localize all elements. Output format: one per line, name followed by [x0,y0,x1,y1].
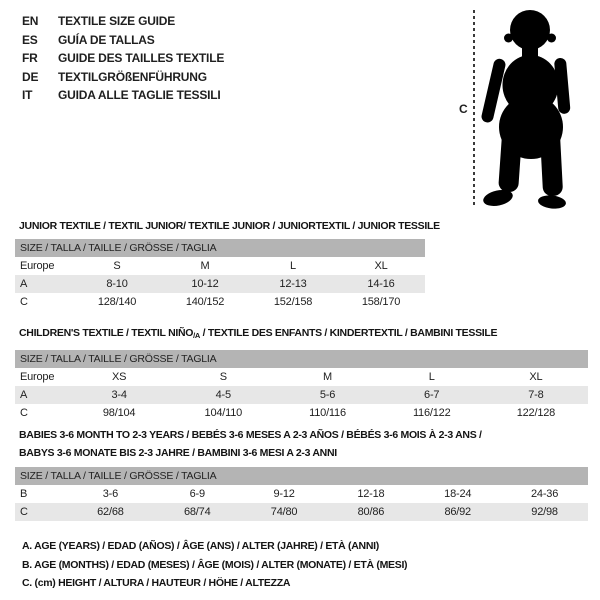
row-label: C [20,296,28,308]
children-title-subscript: /A [193,331,201,340]
cell-value: XL [529,371,543,383]
language-label: GUIDE DES TAILLES TEXTILE [58,51,225,66]
table-row [15,368,588,386]
cell-value: 116/122 [412,407,451,419]
row-label: B [20,488,28,500]
cell-value: 18-24 [444,488,472,500]
cell-value: 80/86 [357,506,385,518]
legend-line-a: A. AGE (YEARS) / EDAD (AÑOS) / ÂGE (ANS) / ALTER (JAHRE) / ETÀ (ANNI) [22,540,379,552]
language-code: IT [22,88,33,103]
table-row [15,257,425,275]
cell-value: 92/98 [531,506,558,518]
table-row [15,275,425,293]
language-list [22,12,224,105]
cell-value: 68/74 [183,506,211,518]
height-dashed-line [473,10,475,208]
children-title-post: / TEXTILE DES ENFANTS / KINDERTEXTIL / BAMBINI TESSILE [200,327,498,339]
children-section-title [19,324,497,345]
table-header: SIZE / TALLA / TAILLE / GRÖSSE / TAGLIA [15,350,588,368]
cell-value: 12-18 [357,488,385,500]
cell-value: 98/104 [102,407,136,419]
language-code: ES [22,32,38,47]
cell-value: 152/158 [273,296,313,308]
language-label: GUIDA ALLE TAGLIE TESSILI [58,88,221,103]
row-label: A [20,389,28,401]
row-label: C [20,506,28,518]
cell-value: 12-13 [279,278,307,290]
cell-value: 24-36 [530,488,559,500]
table-row [15,485,588,503]
cell-value: M [323,371,332,383]
cell-value: 122/128 [516,407,556,419]
cell-value: 10-12 [191,278,219,290]
language-label: TEXTILGRÖßENFÜHRUNG [58,69,207,84]
cell-value: 128/140 [97,296,137,308]
children-title-pre: CHILDREN'S TEXTILE / TEXTIL NIÑO [19,327,194,339]
cell-value: 3-4 [111,389,127,401]
cell-value: L [428,371,435,383]
table-header: SIZE / TALLA / TAILLE / GRÖSSE / TAGLIA [15,239,425,257]
babies-section-title [19,426,482,462]
cell-value: 74/80 [270,506,298,518]
cell-value: 4-5 [215,389,231,401]
cell-value: 9-12 [273,488,295,500]
language-label: TEXTILE SIZE GUIDE [58,14,176,29]
cell-value: 3-6 [102,488,119,500]
cell-value: 6-9 [189,488,205,500]
cell-value: S [113,260,121,272]
cell-value: 14-16 [367,278,395,290]
legend-line-c: C. (cm) HEIGHT / ALTURA / HAUTEUR / HÖHE / ALTEZZA [22,577,291,589]
language-label: GUÍA DE TALLAS [58,32,155,47]
children-size-table [15,350,588,422]
cell-value: 5-6 [319,389,336,401]
babies-title-line2: BABYS 3-6 MONATE BIS 2-3 JAHRE / BAMBINI 3-6 MESI A 2-3 ANNI [19,447,337,459]
language-row-it [22,86,224,105]
babies-title-line1: BABIES 3-6 MONTH TO 2-3 YEARS / BEBÉS 3-6 MESES A 2-3 AÑOS / BÉBÉS 3-6 MOIS À 2-3 ANS / [19,429,482,441]
cell-value: S [219,371,227,383]
cell-value: XL [374,260,388,272]
cell-value: 110/116 [309,407,346,419]
language-row-en [22,12,224,31]
language-row-fr [22,49,224,68]
row-label: A [20,278,28,290]
toddler-silhouette-icon [480,5,580,210]
junior-section-title: JUNIOR TEXTILE / TEXTIL JUNIOR/ TEXTILE JUNIOR / JUNIORTEXTIL / JUNIOR TESSILE [19,220,440,232]
cell-value: 104/110 [204,407,243,419]
cell-value: L [290,260,296,272]
language-code: DE [22,69,39,84]
table-row [15,503,588,521]
cell-value: 62/68 [97,506,124,518]
table-row [15,404,588,422]
cell-value: 86/92 [444,506,471,518]
babies-size-table [15,467,588,521]
language-row-de [22,68,224,87]
cell-value: 6-7 [424,389,440,401]
cell-value: M [200,260,210,272]
height-measure-label: C [459,102,468,116]
cell-value: XS [111,371,127,383]
cell-value: 140/152 [185,296,225,308]
legend [22,537,407,593]
row-label: Europe [20,371,55,383]
row-label: C [20,407,28,419]
legend-line-b: B. AGE (MONTHS) / EDAD (MESES) / ÂGE (MOIS) / ALTER (MONATE) / ETÀ (MESI) [22,558,408,571]
cell-value: 7-8 [528,389,544,401]
table-row [15,293,425,311]
cell-value: 8-10 [106,278,128,290]
junior-size-table [15,239,425,311]
table-row [15,386,588,404]
language-code: EN [22,14,39,29]
table-header: SIZE / TALLA / TAILLE / GRÖSSE / TAGLIA [15,467,588,485]
language-row-es [22,31,224,50]
language-code: FR [22,51,38,66]
row-label: Europe [20,260,55,272]
cell-value: 158/170 [361,296,401,308]
